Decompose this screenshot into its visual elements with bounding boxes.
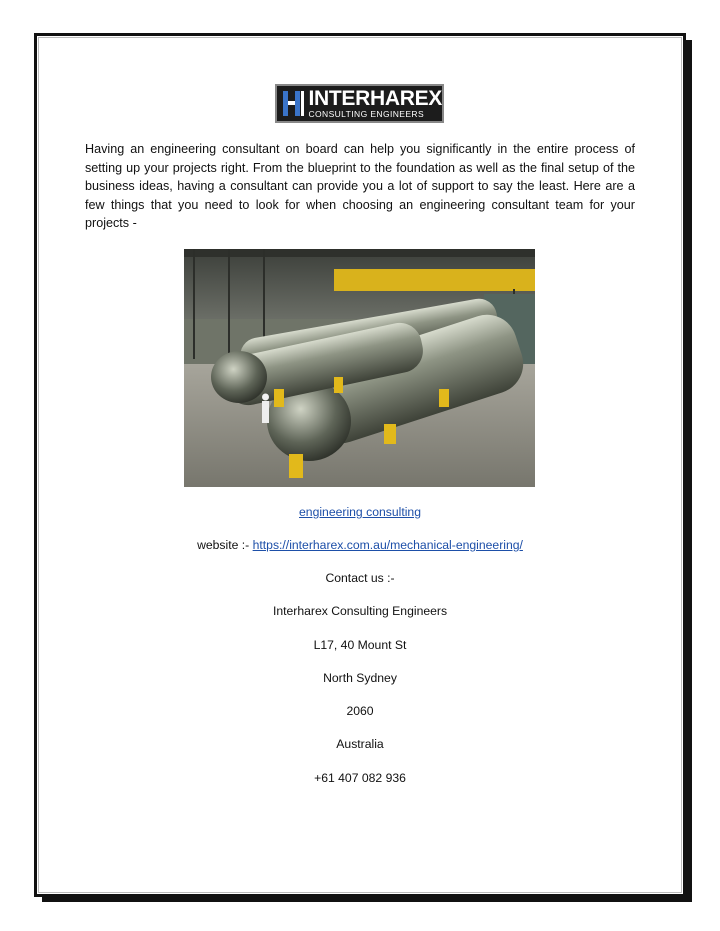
company-logo xyxy=(275,84,444,123)
logo-subtitle: CONSULTING ENGINEERS xyxy=(308,109,425,120)
contact-heading: Contact us :- xyxy=(325,571,395,585)
suburb: North Sydney xyxy=(323,671,397,685)
website-line xyxy=(0,538,720,552)
postcode: 2060 xyxy=(346,704,374,718)
phone-number: +61 407 082 936 xyxy=(314,771,406,785)
engineering-consulting-line xyxy=(0,505,720,519)
intro-paragraph: Having an engineering consultant on board can help you significantly in the entire process of setting up your projects right. From the blueprint to the foundation as well as the final setup of the business ideas, having a consultant can provide you a lot of support to say the least. Here are a few things that you need to look for when choosing an engineering consultant team for your projects - xyxy=(85,142,635,231)
pressure-vessels-photo xyxy=(184,249,535,487)
engineering-consulting-link[interactable]: engineering consulting xyxy=(299,505,421,519)
logo-title: INTERHAREX xyxy=(308,87,442,111)
website-link[interactable]: https://interharex.com.au/mechanical-engineering/ xyxy=(252,538,523,552)
website-label: website :- xyxy=(197,538,253,552)
street-address: L17, 40 Mount St xyxy=(313,638,407,652)
country: Australia xyxy=(336,737,384,751)
company-name: Interharex Consulting Engineers xyxy=(272,604,448,618)
logo-mark-icon xyxy=(282,89,304,118)
